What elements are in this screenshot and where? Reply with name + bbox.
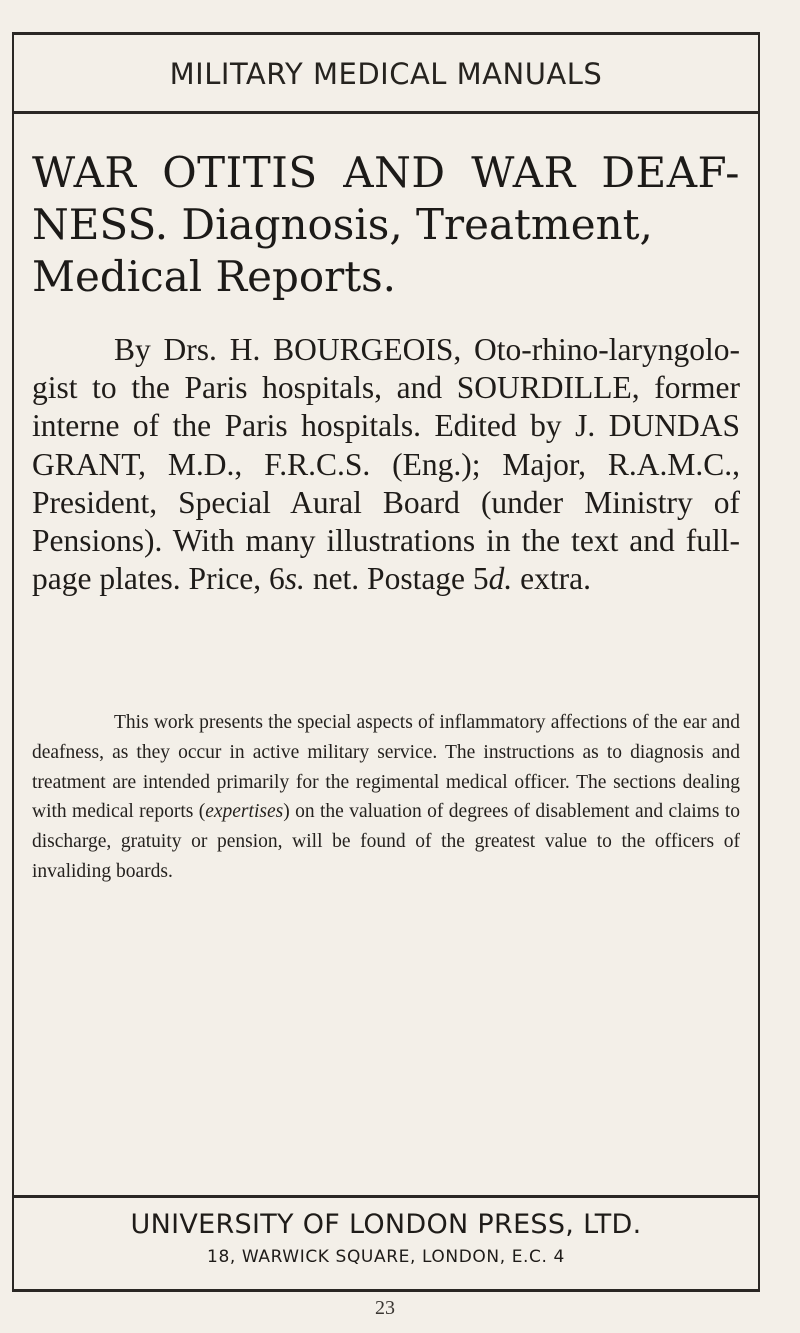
byline-text-postage: net. Postage 5	[304, 561, 489, 597]
description-text-end: ) on the valuation of degrees of disablement and claims to discharge, gratuity or pension, will be found of the greatest value to the officers of invaliding boards.	[32, 801, 740, 882]
byline-paragraph	[32, 331, 740, 598]
series-title: MILITARY MEDICAL MANUALS	[169, 57, 603, 91]
page-number: 23	[375, 1297, 395, 1319]
pence-abbrev: d.	[488, 561, 513, 597]
description-paragraph	[32, 708, 740, 887]
publisher-name: UNIVERSITY OF LONDON PRESS, LTD.	[130, 1209, 642, 1240]
page-frame	[12, 32, 760, 1292]
expertises-term: expertises	[205, 801, 284, 823]
byline-text-end: extra.	[512, 561, 592, 597]
description-text: This work presents the special aspects of inflammatory affections of the ear and deafness, as they occur in active military service. The instructions as to diagnosis and treatment are intended primarily for the regimental medical officer. The sections dealing with medical reports (	[32, 712, 740, 823]
byline-text: By Drs. H. BOURGEOIS, Oto-rhino-laryngolo-gist to the Paris hospitals, and SOURDILLE, former interne of the Paris hospitals. Edited by J. DUNDAS GRANT, M.D., F.R.C.S. (Eng.); Major, R.A.M.C., President, Special Aural Board (under Ministry of Pensions). With many illustrations in the text and full-page plates. Price, 6	[32, 332, 740, 597]
book-title	[32, 147, 740, 303]
shillings-abbrev: s.	[284, 561, 305, 597]
book-title-line-2: NESS. Diagnosis, Treatment, Medical Reports.	[32, 200, 653, 301]
top-rule	[14, 111, 758, 114]
book-title-line-1: WAR OTITIS AND WAR DEAF-	[32, 148, 740, 197]
bottom-rule	[14, 1195, 758, 1198]
publisher-address: 18, WARWICK SQUARE, LONDON, E.C. 4	[207, 1247, 565, 1267]
